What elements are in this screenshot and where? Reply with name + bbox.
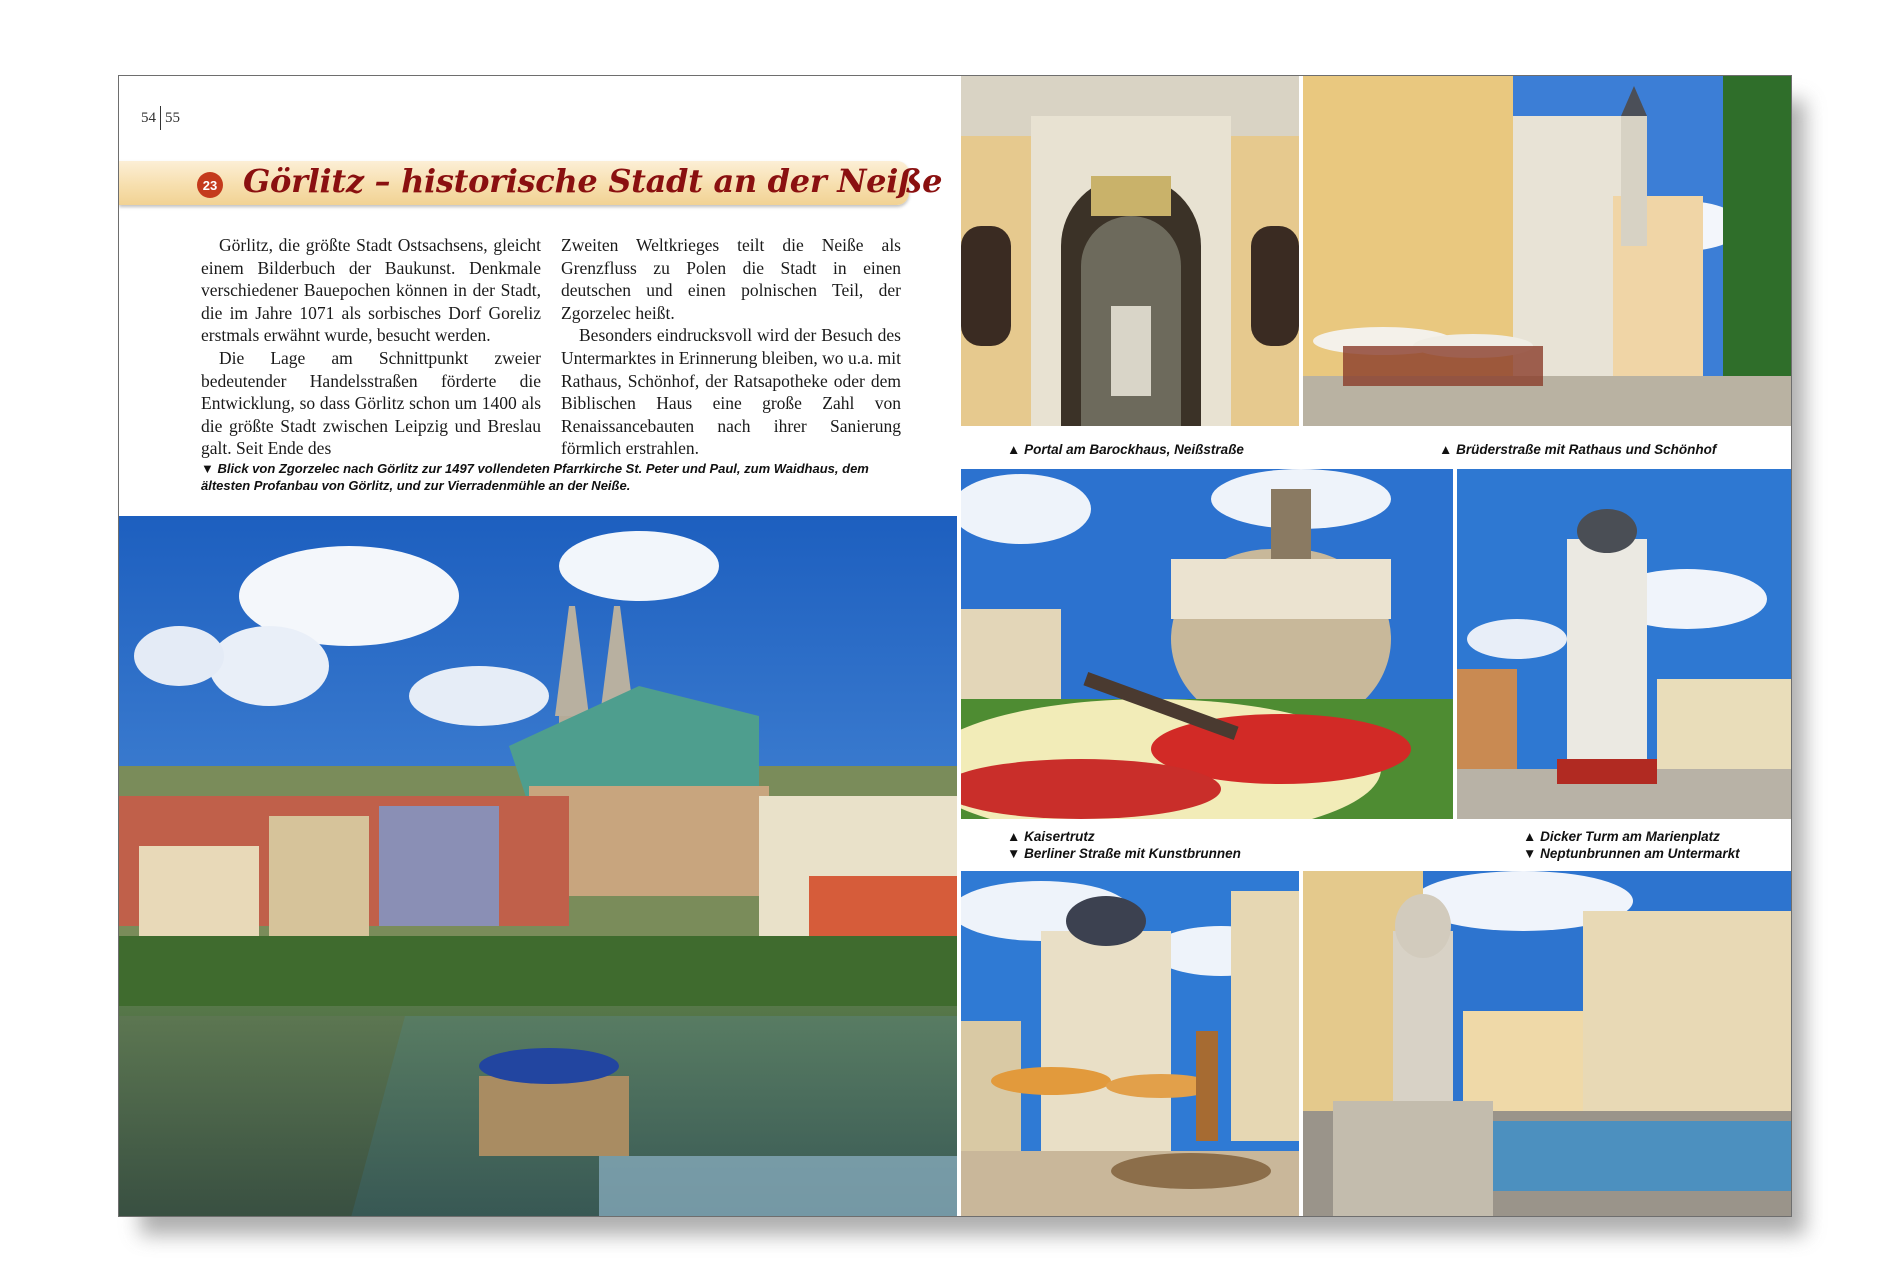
caption-kaisertrutz: ▲ Kaisertrutz [1007,829,1095,844]
page-numbers [141,106,180,130]
photo-neptunbrunnen [1303,871,1791,1216]
caption-berliner-strasse: ▼ Berliner Straße mit Kunstbrunnen [1007,846,1241,861]
paragraph: Besonders eindrucksvoll wird der Besuch des Untermarktes in Erinnerung bleiben, wo u.a. mit Rathaus, Schönhof, der Ratsapotheke oder dem Biblischen Haus eine große Zahl von Renaissancebauten nach ihrer Sanierung förmlich erstrahlen. [561,325,901,459]
paragraph: Die Lage am Schnittpunkt zweier bedeutender Handelsstraßen förderte die Entwicklung, so dass Görlitz schon um 1400 als die größte Stadt zwischen Leipzig und Breslau galt. Seit Ende des [201,347,541,459]
page-number-divider [160,106,161,130]
paragraph: Görlitz, die größte Stadt Ostsachsens, gleicht einem Bilderbuch der Baukunst. Denkmale verschiedener Bauepochen können in der Stadt, die im Jahre 1071 als sorbisches Dorf Goreliz erstmals erwähnt wurde, besucht werden. [201,235,541,346]
photo-kaisertrutz [961,469,1453,819]
caption-dicker-turm: ▲ Dicker Turm am Marienplatz [1523,829,1720,844]
photo-berliner-strasse [961,871,1299,1216]
photo-bruederstrasse [1303,76,1791,426]
text-column-left [201,234,541,460]
caption-portal: ▲ Portal am Barockhaus, Neißstraße [1007,442,1244,457]
text-column-right [561,234,901,460]
caption-neptunbrunnen: ▼ Neptunbrunnen am Untermarkt [1523,846,1740,861]
caption-bruederstrasse: ▲ Brüderstraße mit Rathaus und Schönhof [1439,442,1717,457]
book-spread [118,75,1792,1217]
main-photo-caption: ▼ Blick von Zgorzelec nach Görlitz zur 1497 vollendeten Pfarrkirche St. Peter und Paul, zum Waidhaus, dem ältesten Profanbau von Görlitz, und zur Vierradenmühle an der Neiße. [201,461,869,493]
page-number-left: 54 [141,109,156,126]
chapter-title: Görlitz – historische Stadt an der Neiße [243,162,943,200]
main-photo-goerlitz-panorama [119,516,957,1216]
paragraph: Zweiten Weltkrieges teilt die Neiße als Grenzfluss zu Polen die Stadt in einen deutschen und einen polnischen Teil, der Zgorzelec heißt. [561,235,901,323]
chapter-number-badge: 23 [197,172,223,198]
page-number-right: 55 [165,109,180,126]
photo-dicker-turm [1457,469,1791,819]
photo-portal-barockhaus [961,76,1299,426]
